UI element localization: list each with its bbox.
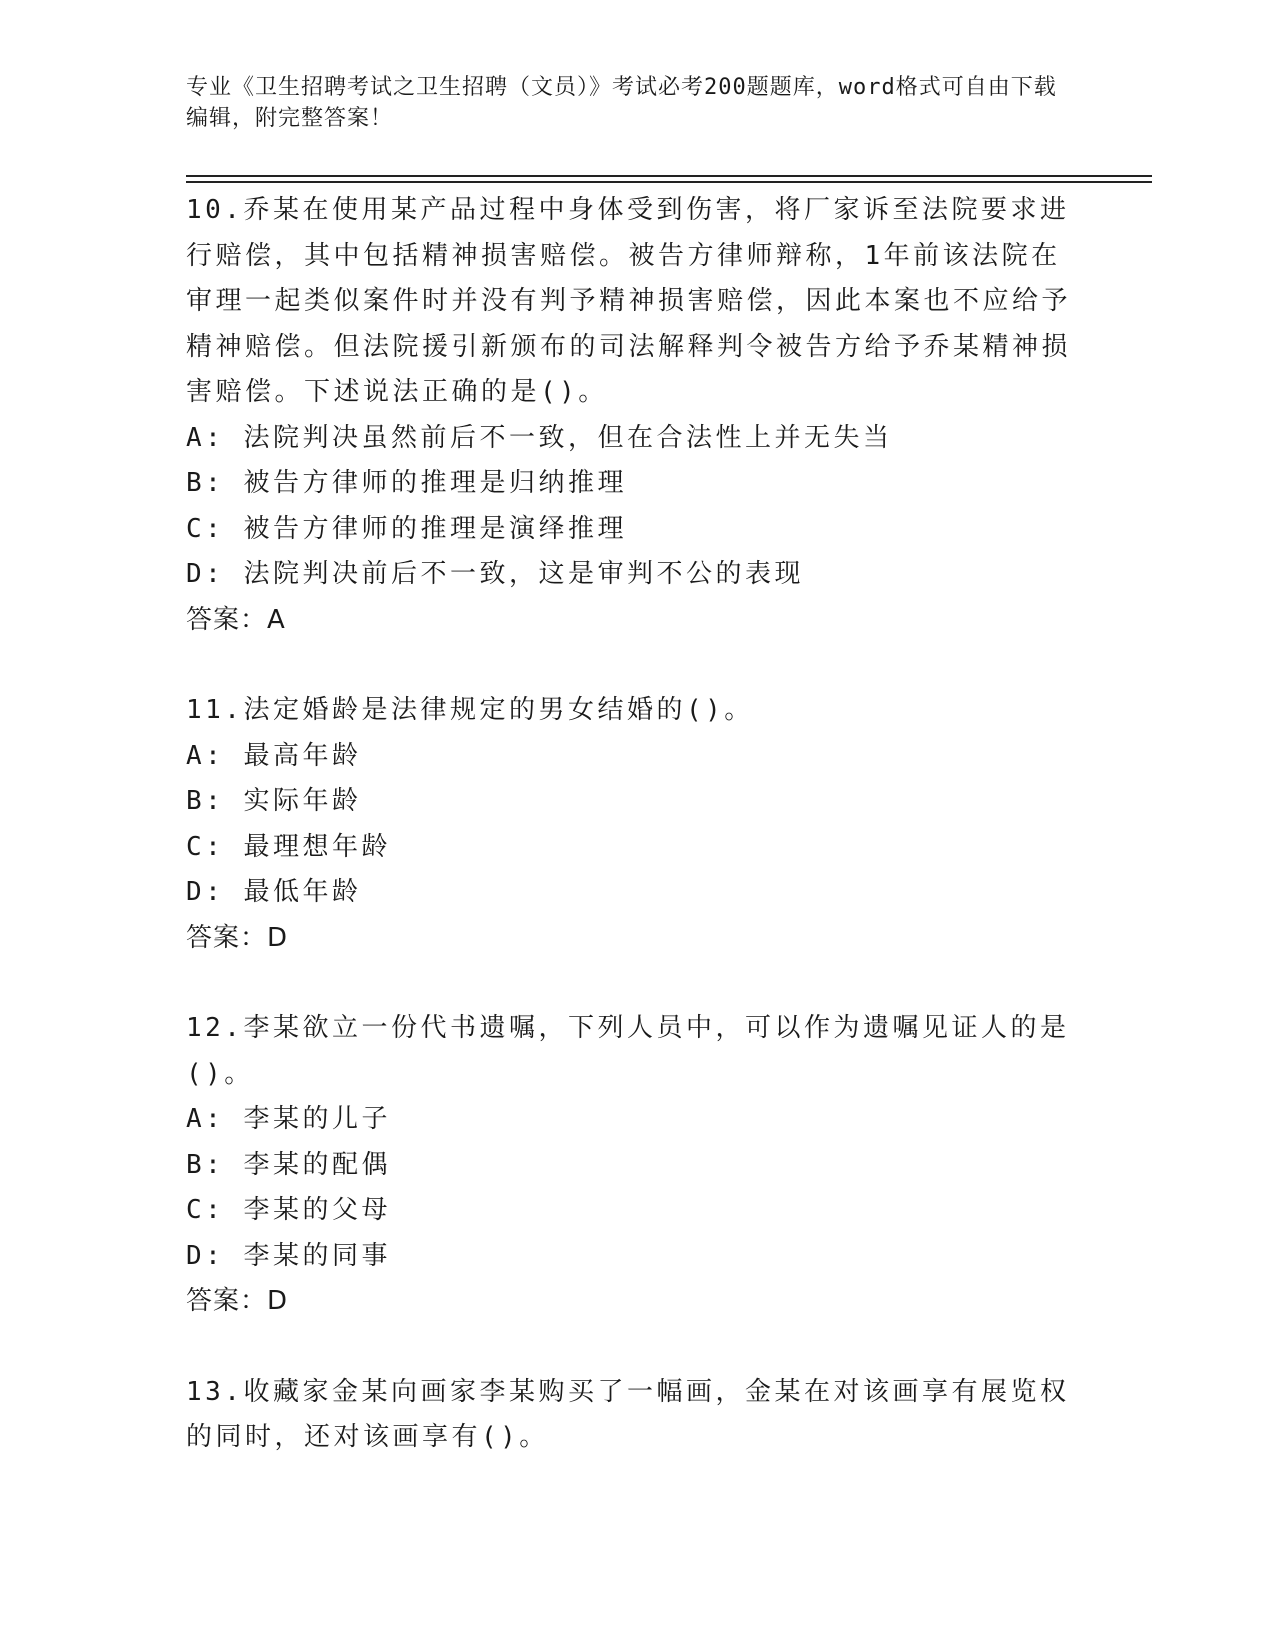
header-divider-top	[186, 175, 1152, 177]
answer-line: 答案：A	[186, 604, 286, 635]
question-stem: 11.法定婚龄是法律规定的男女结婚的()。	[186, 695, 754, 725]
option-d: D: 法院判决前后不一致，这是审判不公的表现	[186, 559, 804, 589]
option-b: B: 李某的配偶	[186, 1149, 391, 1180]
question-13	[186, 1370, 1086, 1461]
option-b: B: 实际年龄	[186, 786, 362, 816]
option-a: A: 法院判决虽然前后不一致，但在合法性上并无失当	[186, 422, 893, 453]
option-c: C: 最理想年龄	[186, 831, 391, 862]
question-11	[186, 688, 1086, 961]
question-stem: 12.李某欲立一份代书遗嘱，下列人员中，可以作为遗嘱见证人的是()。	[186, 1013, 1070, 1089]
question-list	[186, 188, 1086, 1506]
option-a: A: 最高年龄	[186, 740, 362, 771]
option-c: C: 被告方律师的推理是演绎推理	[186, 513, 627, 544]
option-a: A: 李某的儿子	[186, 1104, 391, 1134]
header-divider-bottom	[186, 181, 1152, 183]
option-b: B: 被告方律师的推理是归纳推理	[186, 468, 627, 498]
question-stem: 10.乔某在使用某产品过程中身体受到伤害，将厂家诉至法院要求进行赔偿，其中包括精神损害赔偿。被告方律师辩称，1年前该法院在审理一起类似案件时并没有判予精神损害赔偿，因此本案也不应给予精神赔偿。但法院援引新颁布的司法解释判令被告方给予乔某精神损害赔偿。下述说法正确的是()。	[186, 195, 1072, 407]
option-d: D: 最低年龄	[186, 877, 362, 907]
document-header: 专业《卫生招聘考试之卫生招聘（文员）》考试必考200题题库，word格式可自由下载编辑，附完整答案！	[186, 75, 1057, 131]
option-d: D: 李某的同事	[186, 1240, 391, 1271]
question-12	[186, 1006, 1086, 1325]
question-stem: 13.收藏家金某向画家李某购买了一幅画，金某在对该画享有展览权的同时，还对该画享有()。	[186, 1376, 1070, 1452]
answer-line: 答案：D	[186, 922, 289, 953]
option-c: C: 李某的父母	[186, 1195, 391, 1225]
question-10	[186, 188, 1086, 643]
answer-line: 答案：D	[186, 1286, 289, 1316]
